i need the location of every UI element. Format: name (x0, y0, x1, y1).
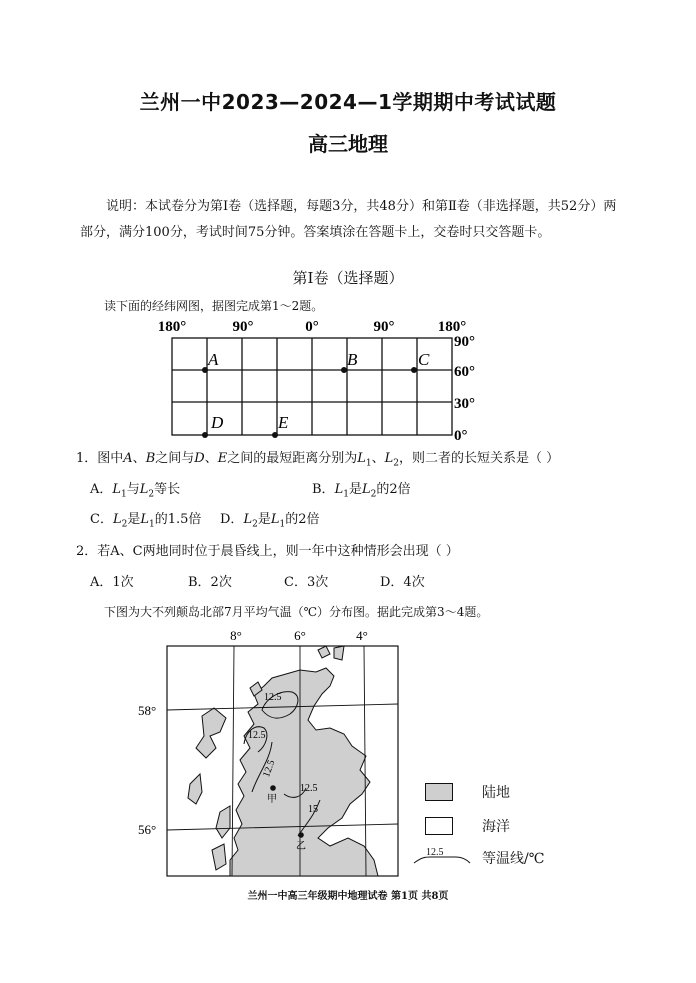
place-jia-dot (270, 785, 276, 791)
land-island (334, 646, 344, 660)
legend-land-label: 陆地 (482, 785, 510, 801)
lon-label: 180° (437, 319, 467, 335)
isotherm-map-figure (130, 624, 412, 882)
isotherm-label: 15 (308, 804, 318, 815)
isotherm-label: 12.5 (300, 783, 318, 794)
exam-title: 兰州一中2023—2024—1学期期中考试试题 (139, 90, 557, 114)
place-jia: 甲 (267, 794, 277, 805)
point-c (411, 367, 417, 373)
q2-option-b: B．2次 (188, 575, 232, 590)
lon-label: 180° (157, 319, 187, 335)
lat-lon-grid-figure (150, 316, 490, 444)
point-label-a: A (208, 350, 219, 369)
q2-option-d: D．4次 (380, 575, 425, 590)
legend-sea-swatch (425, 817, 453, 835)
exam-subtitle: 高三地理 (308, 132, 388, 156)
lat-label: 0° (454, 428, 468, 444)
isotherm-label: 12.5 (264, 692, 282, 703)
point-label-d: D (211, 413, 224, 432)
lat-label: 90° (454, 334, 475, 350)
legend-sea-label: 海洋 (482, 819, 510, 835)
q2-option-a: A．1次 (90, 575, 134, 590)
map-lon-label: 8° (230, 628, 242, 643)
question-2-stem: 2．若A、C两地同时位于晨昏线上，则一年中这种情形会出现（ ） (76, 544, 459, 559)
lat-label: 30° (454, 396, 475, 412)
point-label-e: E (278, 413, 289, 432)
place-yi-dot (298, 832, 304, 838)
section-heading: 第Ⅰ卷（选择题） (292, 269, 404, 287)
point-d (202, 432, 208, 438)
lon-label: 90° (232, 319, 254, 335)
lat-label: 60° (454, 364, 475, 380)
place-yi: 乙 (296, 841, 306, 852)
svg-text:12.5: 12.5 (426, 847, 444, 858)
lon-label: 0° (305, 319, 319, 335)
map-intro: 下图为大不列颠岛北部7月平均气温（℃）分布图。据此完成第3～4题。 (104, 605, 489, 619)
point-label-b: B (347, 350, 358, 369)
q2-option-c: C．3次 (284, 575, 329, 590)
legend-isotherm-label: 等温线/℃ (482, 851, 545, 867)
q1-option-a: A．$L_1$与$L_2$等长 (90, 482, 181, 500)
exam-instructions: 说明：本试卷分为第Ⅰ卷（选择题，每题3分，共48分）和第Ⅱ卷（非选择题，共52分）两部分，满分100分，考试时间75分钟。答案填涂在答题卡上，交卷时只交答题卡。 (80, 199, 617, 240)
map-lat-label: 58° (138, 703, 157, 718)
question-1-stem: 1．图中A、B之间与D、E之间的最短距离分别为$L_1$、$L_2$，则二者的长短关系是（ ） (76, 451, 560, 469)
legend-land-swatch (425, 783, 453, 801)
point-label-c: C (418, 350, 430, 369)
q1-option-c: C．$L_2$是$L_1$的1.5倍 (90, 512, 202, 530)
legend-isotherm-symbol (412, 845, 472, 867)
lon-label: 90° (373, 319, 395, 335)
isotherm-label: 12.5 (248, 730, 266, 741)
point-e (272, 432, 278, 438)
q1-option-b: B．$L_1$是$L_2$的2倍 (312, 482, 411, 500)
map-lon-label: 4° (356, 628, 368, 643)
isotherm-label: 12.5 (261, 758, 278, 779)
grid-intro: 读下面的经纬网图，据图完成第1～2题。 (104, 299, 324, 313)
page-footer: 兰州一中高三年级期中地理试卷 第1页 共8页 (247, 891, 449, 902)
q1-option-d: D．$L_2$是$L_1$的2倍 (220, 512, 320, 530)
map-lat-label: 56° (138, 822, 157, 837)
map-lon-label: 6° (294, 628, 306, 643)
